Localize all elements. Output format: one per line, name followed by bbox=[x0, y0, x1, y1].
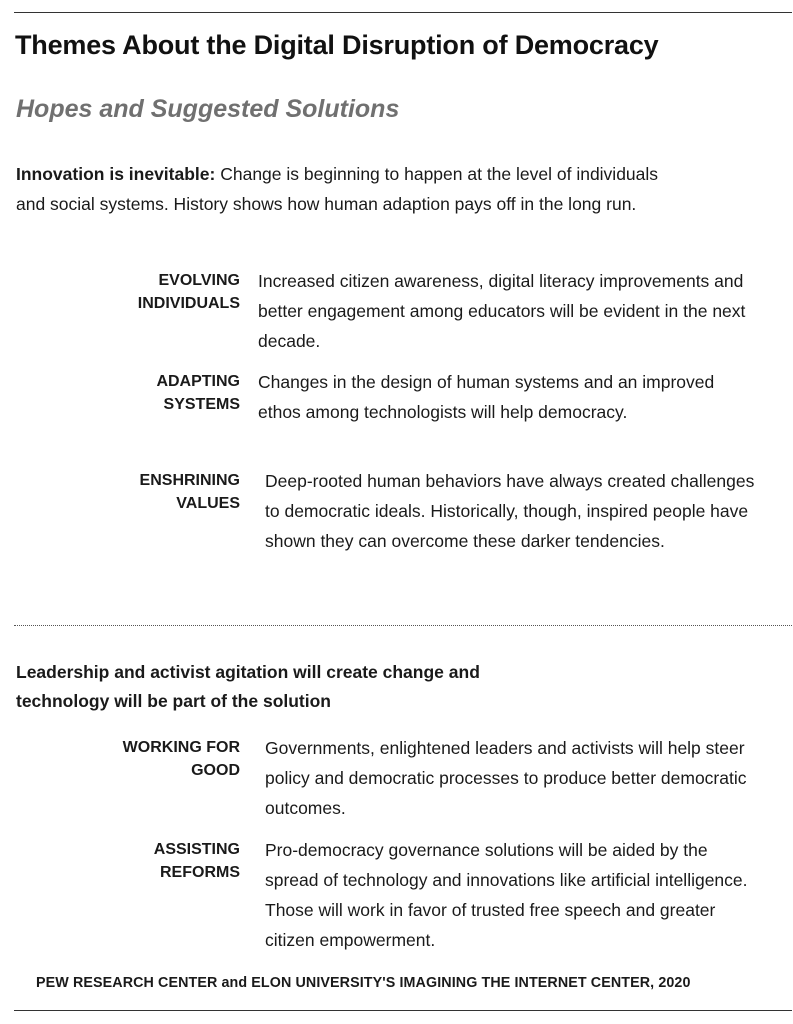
theme-description: Changes in the design of human systems and an improved ethos among technologists will help democracy. bbox=[258, 372, 715, 422]
theme-label: ENSHRINING VALUES bbox=[139, 472, 240, 512]
section2-heading: Leadership and activist agitation will create change and technology will be part of the solution bbox=[16, 662, 480, 711]
section-divider bbox=[14, 625, 792, 626]
source-footer: PEW RESEARCH CENTER and ELON UNIVERSITY'S IMAGINING THE INTERNET CENTER, 2020 bbox=[36, 975, 691, 991]
theme-description: Pro-democracy governance solutions will be aided by the spread of technology and innovations like artificial intelligence. Those will work in favor of trusted free speech and greater citizen empowerment. bbox=[265, 840, 748, 950]
theme-label: ADAPTING SYSTEMS bbox=[156, 373, 240, 413]
page-title: Themes About the Digital Disruption of Democracy bbox=[15, 30, 659, 60]
theme-description: Deep-rooted human behaviors have always created challenges to democratic ideals. Historically, though, inspired people have shown they can overcome these darker tendencies. bbox=[265, 471, 755, 551]
theme-description: Increased citizen awareness, digital literacy improvements and better engagement among educators will be evident in the next decade. bbox=[258, 271, 746, 351]
top-rule bbox=[14, 12, 792, 13]
page-subtitle: Hopes and Suggested Solutions bbox=[16, 95, 400, 123]
section1-intro bbox=[16, 159, 676, 219]
theme-label: ASSISTING REFORMS bbox=[153, 841, 240, 881]
section1-intro-lead: Innovation is inevitable: bbox=[16, 164, 216, 184]
section1-intro-text: Change is beginning to happen at the level of individuals and social systems. History shows how human adaption pays off in the long run. bbox=[16, 164, 659, 214]
theme-description: Governments, enlightened leaders and activists will help steer policy and democratic processes to produce better democratic outcomes. bbox=[265, 738, 747, 818]
theme-label: EVOLVING INDIVIDUALS bbox=[137, 272, 240, 312]
bottom-rule bbox=[14, 1010, 792, 1011]
theme-label: WORKING FOR GOOD bbox=[122, 739, 240, 779]
